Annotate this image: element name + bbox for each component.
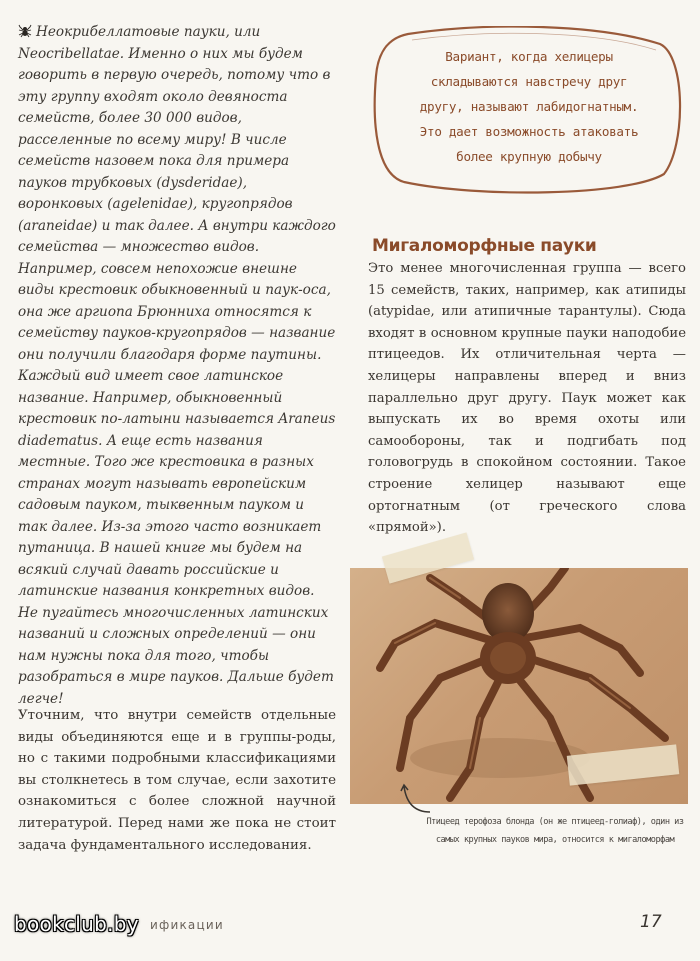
section-title: Мигаломорфные пауки [372,236,597,256]
curved-arrow-icon [400,782,434,816]
photo-caption: Птицеед терофоза блонда (он же птицеед-голиаф), один из самых крупных пауков мира, относится к мигаломорфам [426,817,684,845]
speech-bubble [368,26,684,196]
spider-icon [18,24,32,38]
watermark-logo: bookclub.by [14,912,139,936]
intro-paragraph [18,22,336,710]
running-footer: ификации [150,918,224,932]
intro-text: Неокрибеллатовые пауки, или Neocribellatae. Именно о них мы будем говорить в первую очередь, потому что в эту группу входят около девяноста семейств, более 30 000 видов, расселенные по всему миру! В числе семейств назовем пока для примера пауков трубковых (dysderidae), воронковых (agelenidae), кругопрядов (araneidae) и так далее. А внутри каждого семейства — множество видов. Например, совсем непохожие внешне виды крестовик обыкновенный и паук-оса, она же аргиопа Брюнниха относятся к семейству пауков-кругопрядов — название они получили благодаря форме паутины. Каждый вид имеет свое латинское название. Например, обыкновенный крестовик по-латыни называется Araneus diadematus. А еще есть названия местные. Того же крестовика в разных странах могут называть европейским садовым пауком, тыквенным пауком и так далее. Из-за этого часто возникает путаница. В нашей книге мы будем на всякий случай давать российские и латинские названия конкретных видов. Не пугайтесь многочисленных латинских названий и сложных определений — они нам нужны пока для того, чтобы разобраться в мире пауков. Дальше будет легче! [18,24,336,707]
classification-paragraph: Уточним, что внутри семейств отдельные виды объединяются еще и в группы-роды, но с такими подробными классификациями вы столкнетесь в том случае, если захотите ознакомиться с более сложной научной литературой. Перед нами же пока не стоит задача фундаментального исследования. [18,708,336,853]
mygalomorph-paragraph: Это менее многочисленная группа — всего 15 семейств, таких, например, как атипиды (atypidae, или атипичные тарантулы). Сюда входят в основном крупные пауки наподобие птицеедов. Их отличительная черта — хелицеры направлены вперед и вниз параллельно друг другу. Паук может как выпускать их во время охоты или самообороны, так и подгибать под головогрудь в спокойном состоянии. Такое строение хелицер называют еще ортогнатным (от греческого слова «прямой»). [368,261,686,536]
page-number: 17 [640,912,662,932]
bubble-text: Вариант, когда хелицеры складываются навстречу друг другу, называют лабидогнатным. Это дает возможность атаковать более крупную добычу [419,49,639,164]
